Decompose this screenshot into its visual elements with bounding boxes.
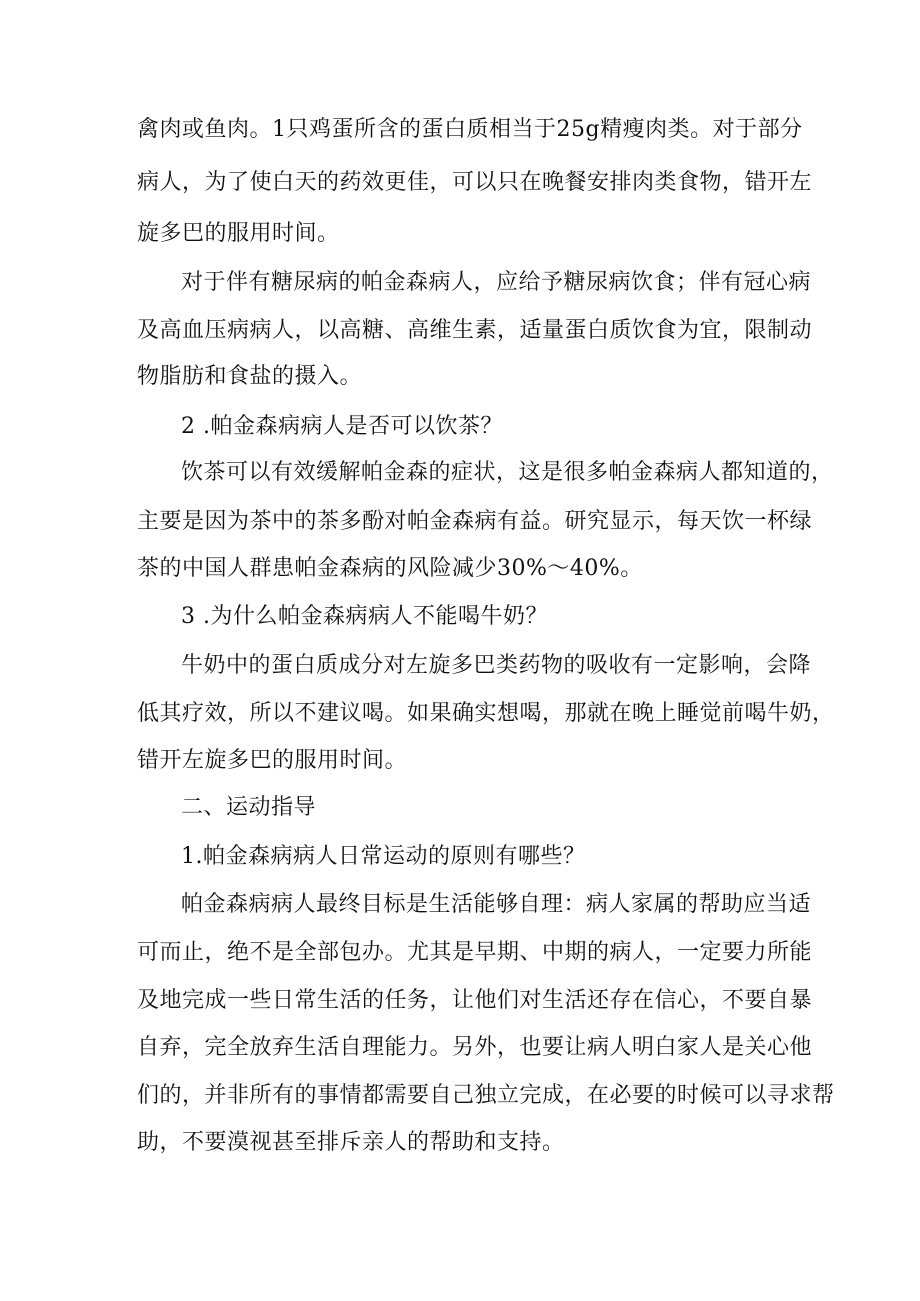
- paragraph-3-line-2: 主要是因为茶中的茶多酚对帕金森病有益。研究显示，每天饮一杯绿: [137, 509, 813, 534]
- paragraph-4-line-1: 牛奶中的蛋白质成分对左旋多巴类药物的吸收有一定影响，会降: [181, 653, 812, 678]
- paragraph-5-line-2: 可而止，绝不是全部包办。尤其是早期、中期的病人，一定要力所能: [137, 940, 813, 965]
- section-heading-exercise: 二、运动指导: [181, 795, 317, 820]
- paragraph-1-line-2: 病人，为了使白天的药效更佳，可以只在晚餐安排肉类食物，错开左: [137, 170, 813, 195]
- paragraph-5-line-6: 助，不要漠视甚至排斥亲人的帮助和支持。: [137, 1130, 565, 1155]
- paragraph-2-line-3: 物脂肪和食盐的摄入。: [137, 364, 363, 389]
- paragraph-2-line-1: 对于伴有糖尿病的帕金森病人，应给予糖尿病饮食；伴有冠心病: [181, 270, 812, 295]
- question-heading-2: 2 .帕金森病病人是否可以饮茶？: [181, 414, 503, 439]
- paragraph-3-line-3: 茶的中国人群患帕金森病的风险减少30%～40%。: [137, 556, 643, 581]
- paragraph-3-line-1: 饮茶可以有效缓解帕金森的症状，这是很多帕金森病人都知道的，: [181, 460, 834, 485]
- paragraph-5-line-4: 自弃，完全放弃生活自理能力。另外，也要让病人明白家人是关心他: [137, 1035, 813, 1060]
- paragraph-1-line-1: 禽肉或鱼肉。1只鸡蛋所含的蛋白质相当于25g精瘦肉类。对于部分: [137, 117, 803, 142]
- question-heading-3: 3 .为什么帕金森病病人不能喝牛奶？: [181, 604, 548, 629]
- paragraph-2-line-2: 及高血压病病人，以高糖、高维生素，适量蛋白质饮食为宜，限制动: [137, 318, 813, 343]
- paragraph-5-line-1: 帕金森病病人最终目标是生活能够自理：病人家属的帮助应当适: [181, 892, 812, 917]
- paragraph-4-line-3: 错开左旋多巴的服用时间。: [137, 748, 408, 773]
- paragraph-5-line-5: 们的，并非所有的事情都需要自己独立完成，在必要的时候可以寻求帮: [137, 1083, 835, 1108]
- paragraph-4-line-2: 低其疗效，所以不建议喝。如果确实想喝，那就在晚上睡觉前喝牛奶，: [137, 701, 835, 726]
- question-heading-1: 1.帕金森病病人日常运动的原则有哪些？: [181, 844, 586, 869]
- paragraph-1-line-3: 旋多巴的服用时间。: [137, 221, 340, 246]
- paragraph-5-line-3: 及地完成一些日常生活的任务，让他们对生活还存在信心，不要自暴: [137, 988, 813, 1013]
